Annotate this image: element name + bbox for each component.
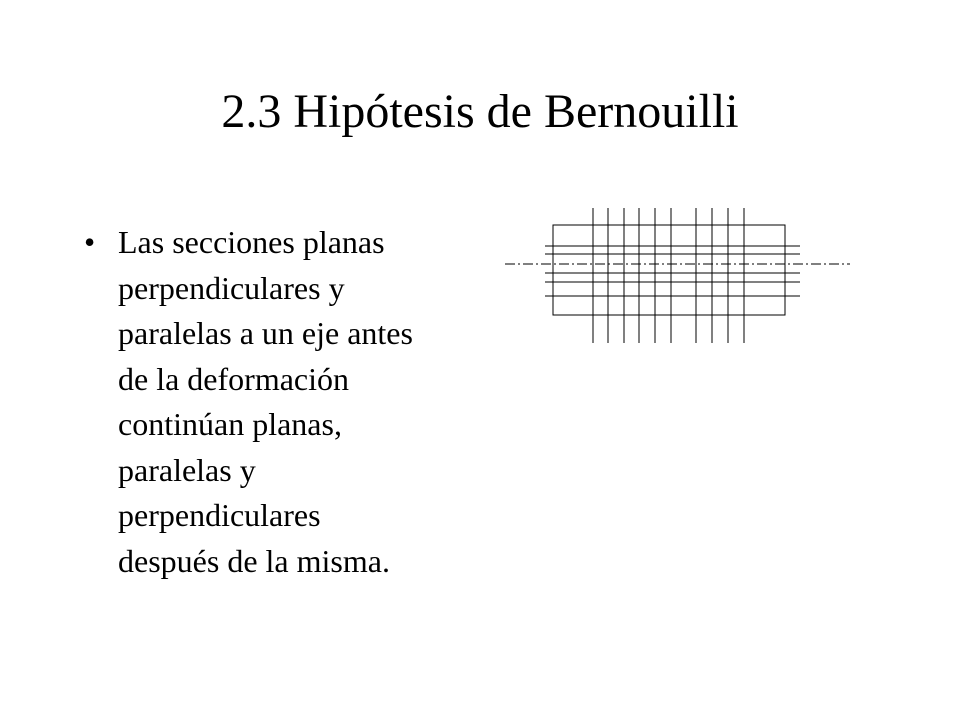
- bullet-line: de la deformación: [118, 360, 349, 397]
- bullet-line: Las secciones planas: [118, 224, 385, 260]
- bullet-marker: •: [84, 224, 96, 260]
- bullet-line: perpendiculares y: [118, 269, 345, 306]
- bullet-line: paralelas y: [118, 451, 256, 488]
- bullet-text: [118, 220, 413, 584]
- beam-grid-diagram: [500, 200, 860, 350]
- bullet-line: después de la misma.: [118, 542, 390, 579]
- bullet-line: perpendiculares: [118, 497, 321, 533]
- beam-outline: [553, 225, 785, 315]
- bullet-line: continúan planas,: [118, 406, 342, 442]
- slide-title: 2.3 Hipótesis de Bernouilli: [221, 85, 739, 138]
- bullet-line: paralelas a un eje antes: [118, 315, 413, 351]
